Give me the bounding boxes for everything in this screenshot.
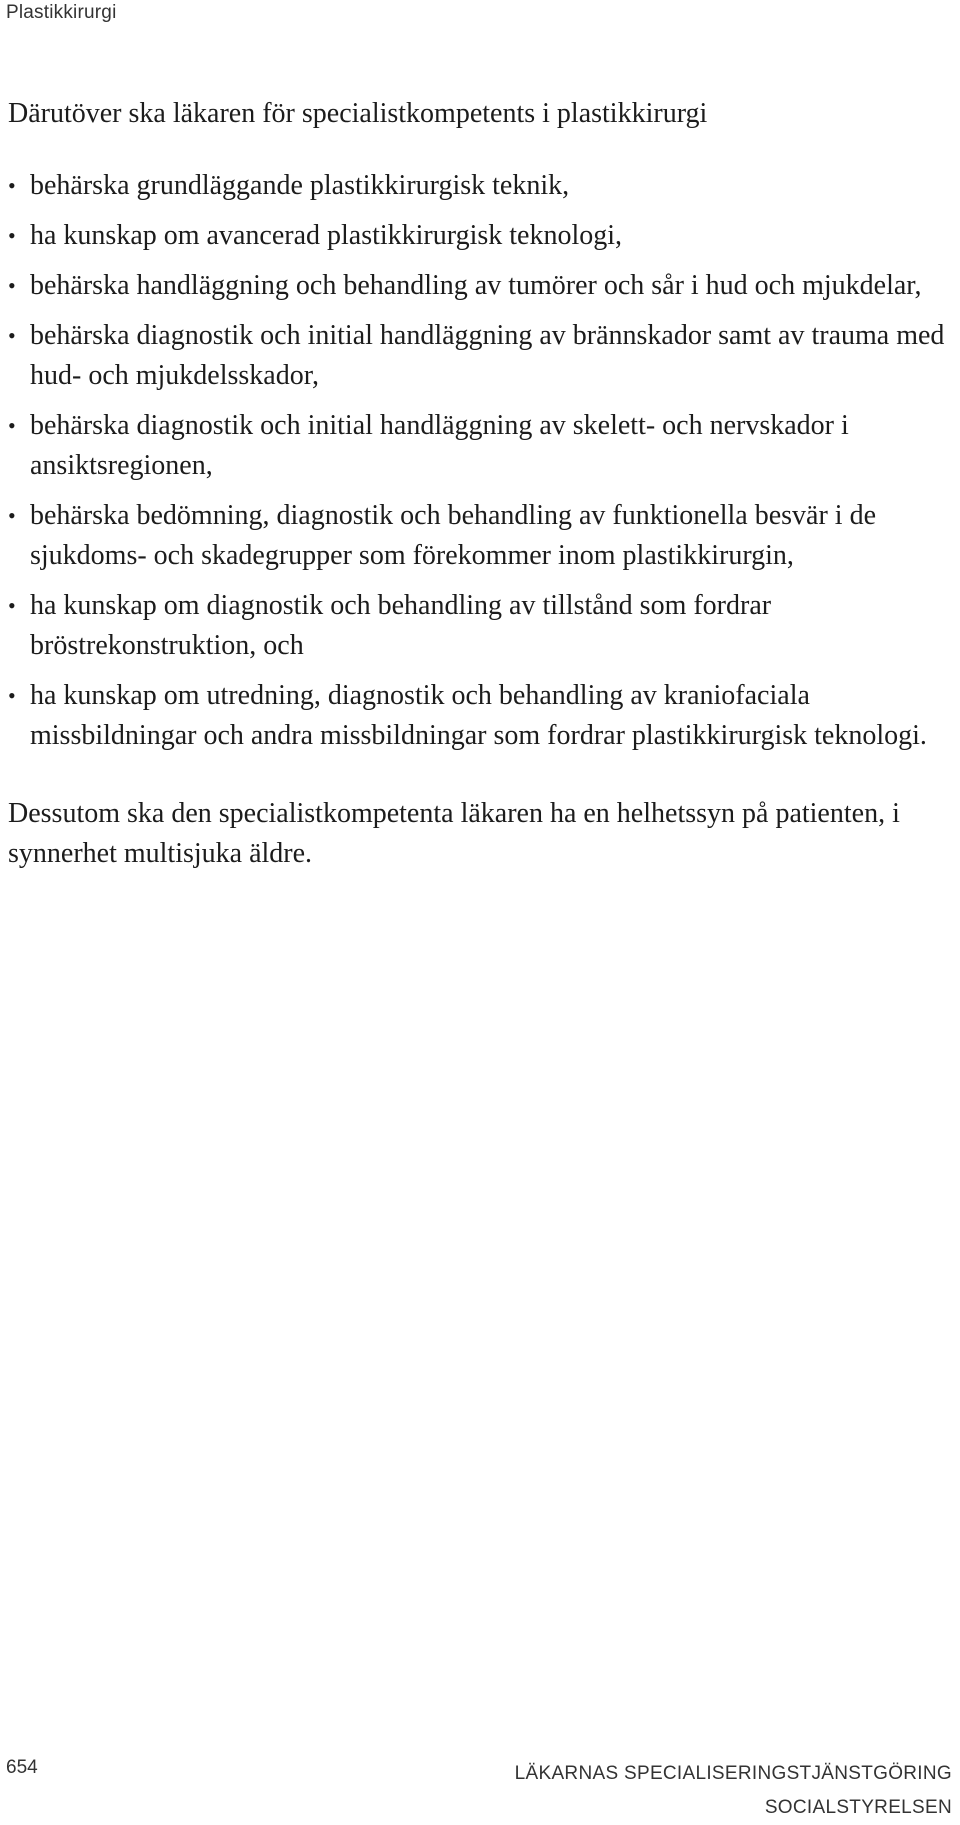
page-number: 654 [6, 1757, 38, 1778]
list-item-text: behärska handläggning och behandling av tumörer och sår i hud och mjukdelar, [30, 270, 922, 301]
list-item [8, 586, 952, 666]
list-item [8, 406, 952, 486]
list-item-text: behärska diagnostik och initial handläggning av skelett- och nervskador i ansiktsregionen, [30, 410, 849, 481]
list-item [8, 266, 952, 306]
bullet-icon: • [8, 173, 16, 198]
bullet-icon: • [8, 323, 16, 348]
bullet-icon: • [8, 413, 16, 438]
list-item-text: behärska grundläggande plastikkirurgisk teknik, [30, 170, 570, 201]
list-item [8, 216, 952, 256]
intro-paragraph: Därutöver ska läkaren för specialistkompetents i plastikkirurgi [8, 98, 708, 129]
closing-paragraph: Dessutom ska den specialistkompetenta läkaren ha en helhetssyn på patienten, i synnerhet multisjuka äldre. [8, 798, 900, 869]
list-item-text: behärska bedömning, diagnostik och behandling av funktionella besvär i de sjukdoms- och skadegrupper som förekommer inom plastikkirurgin, [30, 500, 877, 571]
competency-list [8, 166, 952, 756]
list-item [8, 676, 952, 756]
running-header: Plastikkirurgi [6, 2, 117, 23]
bullet-icon: • [8, 683, 16, 708]
list-item [8, 166, 952, 206]
publisher-name: SOCIALSTYRELSEN [764, 1797, 952, 1818]
publication-title: LÄKARNAS SPECIALISERINGSTJÄNSTGÖRING [514, 1763, 952, 1784]
list-item-text: ha kunskap om diagnostik och behandling av tillstånd som fordrar bröstrekonstruktion, och [30, 590, 772, 661]
list-item-text: behärska diagnostik och initial handläggning av brännskador samt av trauma med hud- och mjukdelsskador, [30, 320, 945, 391]
list-item [8, 316, 952, 396]
list-item [8, 496, 952, 576]
bullet-icon: • [8, 593, 16, 618]
list-item-text: ha kunskap om utredning, diagnostik och behandling av kraniofaciala missbildningar och andra missbildningar som fordrar plastikkirurgisk teknologi. [30, 680, 927, 751]
list-item-text: ha kunskap om avancerad plastikkirurgisk teknologi, [30, 220, 623, 251]
footer-publication [515, 1757, 952, 1825]
bullet-icon: • [8, 503, 16, 528]
bullet-icon: • [8, 273, 16, 298]
main-content [8, 94, 952, 874]
bullet-icon: • [8, 223, 16, 248]
